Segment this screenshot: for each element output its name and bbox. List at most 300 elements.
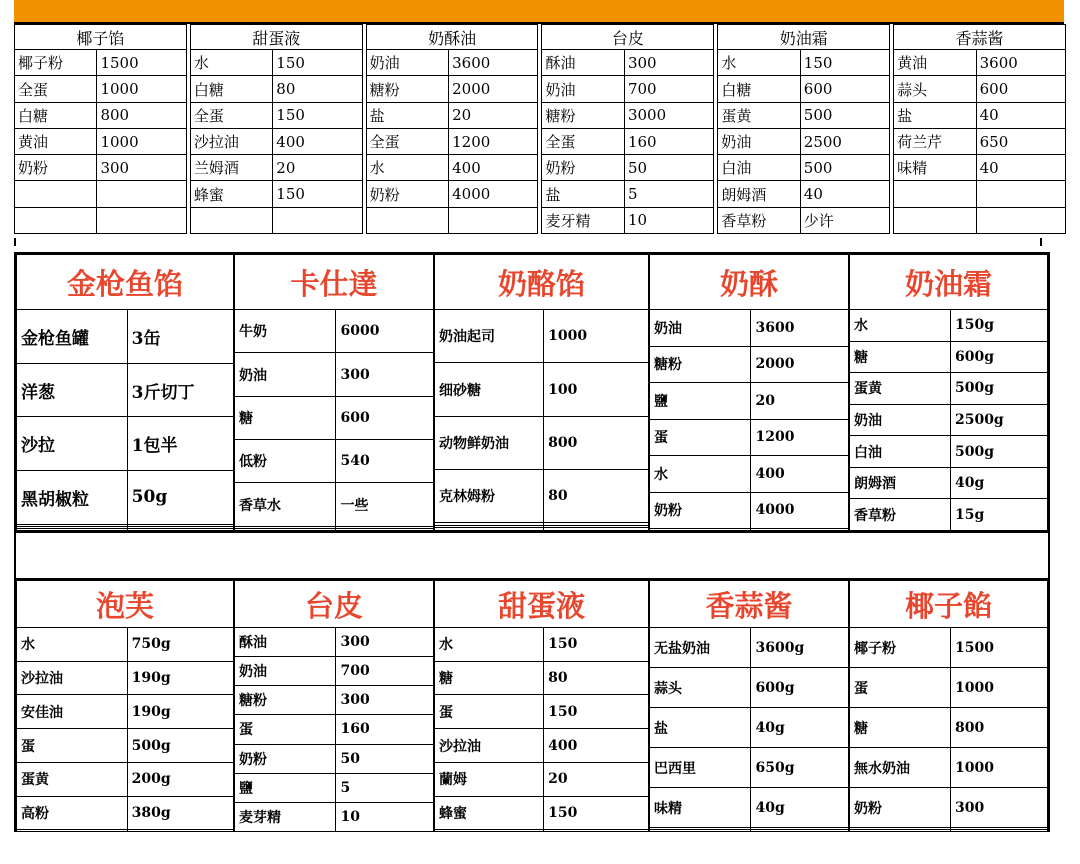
recipe-table bbox=[234, 254, 434, 531]
ingredient-amount: 1000 bbox=[544, 310, 649, 363]
recipe-table bbox=[190, 24, 363, 234]
table-row bbox=[542, 50, 714, 76]
table-row bbox=[850, 668, 1048, 708]
ingredient-name: 沙拉油 bbox=[17, 661, 128, 695]
recipe-title: 金枪鱼馅 bbox=[17, 255, 234, 310]
ingredient-name: 黄油 bbox=[15, 128, 97, 154]
table-row bbox=[435, 796, 649, 830]
ingredient-amount bbox=[97, 207, 186, 233]
ingredient-amount: 3000 bbox=[624, 102, 713, 128]
ingredient-amount: 300 bbox=[950, 788, 1047, 828]
table-row bbox=[15, 76, 187, 102]
table-row bbox=[435, 363, 649, 416]
ingredient-name: 蛋 bbox=[235, 715, 336, 744]
ingredient-amount: 150 bbox=[544, 628, 649, 662]
ingredient-name: 糖粉 bbox=[542, 102, 624, 128]
recipe-title: 奶酪馅 bbox=[435, 255, 649, 310]
ingredient-name: 金枪鱼罐 bbox=[17, 310, 128, 364]
ingredient-amount: 5 bbox=[624, 181, 713, 207]
table-row bbox=[650, 788, 849, 828]
ingredient-name: 水 bbox=[366, 155, 448, 181]
ingredient-name: 蛋 bbox=[850, 668, 951, 708]
recipe-table bbox=[849, 580, 1048, 832]
table-row bbox=[366, 128, 538, 154]
ingredient-name: 盐 bbox=[894, 102, 976, 128]
ingredient-name: 牛奶 bbox=[235, 310, 336, 353]
table-row bbox=[235, 396, 434, 439]
ingredient-name: 蜂蜜 bbox=[435, 796, 544, 830]
ingredient-name: 奶粉 bbox=[15, 155, 97, 181]
table-row bbox=[17, 762, 234, 796]
ingredient-name bbox=[190, 207, 272, 233]
table-row bbox=[435, 661, 649, 695]
ingredient-name: 黄油 bbox=[894, 50, 976, 76]
recipe-title: 香蒜酱 bbox=[650, 581, 849, 628]
ingredient-amount: 1000 bbox=[950, 668, 1047, 708]
ingredient-amount: 10 bbox=[336, 802, 434, 831]
ingredient-amount: 150 bbox=[544, 695, 649, 729]
orange-header-bar bbox=[14, 0, 1064, 24]
ingredient-amount: 3600g bbox=[751, 628, 849, 668]
table-row bbox=[17, 363, 234, 417]
ingredient-amount bbox=[976, 181, 1065, 207]
ingredient-name: 蒜头 bbox=[650, 668, 751, 708]
ingredient-amount: 1包半 bbox=[127, 417, 233, 471]
ingredient-name: 蛋黄 bbox=[718, 102, 800, 128]
ingredient-name: 奶油 bbox=[366, 50, 448, 76]
blank-separator-row bbox=[14, 531, 1050, 580]
ingredient-amount: 400 bbox=[544, 729, 649, 763]
ingredient-amount: 500g bbox=[950, 436, 1047, 468]
table-row bbox=[650, 346, 849, 383]
ingredient-amount: 150 bbox=[544, 796, 649, 830]
table-row bbox=[650, 748, 849, 788]
ingredient-name: 奶粉 bbox=[235, 744, 336, 773]
ingredient-name bbox=[894, 207, 976, 233]
ingredient-amount: 800 bbox=[544, 416, 649, 469]
ingredient-amount: 500 bbox=[800, 155, 889, 181]
ingredient-name: 糖 bbox=[850, 341, 951, 373]
table-row bbox=[15, 181, 187, 207]
recipe-table bbox=[234, 580, 434, 832]
ingredient-amount: 40g bbox=[751, 788, 849, 828]
ingredient-amount: 380g bbox=[127, 796, 233, 830]
ingredient-name: 克林姆粉 bbox=[435, 470, 544, 523]
recipe-title: 甜蛋液 bbox=[190, 25, 362, 50]
ingredient-amount: 300 bbox=[336, 686, 434, 715]
recipe-table bbox=[16, 580, 234, 832]
ingredient-amount: 300 bbox=[624, 50, 713, 76]
ingredient-name: 蘭姆 bbox=[435, 762, 544, 796]
ingredient-name: 鹽 bbox=[235, 773, 336, 802]
recipe-table bbox=[541, 24, 714, 234]
table-row bbox=[542, 181, 714, 207]
recipe-title: 奶酥 bbox=[650, 255, 849, 310]
table-row bbox=[435, 762, 649, 796]
ingredient-name: 奶油 bbox=[718, 128, 800, 154]
ingredient-amount: 少许 bbox=[800, 207, 889, 233]
table-row bbox=[190, 181, 362, 207]
table-row bbox=[650, 830, 849, 832]
table-row bbox=[17, 729, 234, 763]
table-row bbox=[650, 628, 849, 668]
ingredient-amount bbox=[97, 181, 186, 207]
ingredient-name bbox=[894, 181, 976, 207]
table-row bbox=[15, 50, 187, 76]
ingredient-name: 香草粉 bbox=[718, 207, 800, 233]
ingredient-name: 酥油 bbox=[235, 628, 336, 657]
table-row bbox=[235, 657, 434, 686]
table-row bbox=[190, 50, 362, 76]
middle-recipe-sheet bbox=[14, 252, 1050, 533]
table-row bbox=[190, 128, 362, 154]
ingredient-amount: 40g bbox=[950, 467, 1047, 499]
ingredient-name: 奶油 bbox=[235, 657, 336, 686]
ingredient-name: 水 bbox=[190, 50, 272, 76]
table-row bbox=[17, 830, 234, 832]
ingredient-name: 蜂蜜 bbox=[190, 181, 272, 207]
ingredient-amount: 300 bbox=[336, 628, 434, 657]
ingredient-amount: 540 bbox=[336, 440, 434, 483]
ingredient-amount: 600 bbox=[976, 76, 1065, 102]
ingredient-name: 味精 bbox=[650, 788, 751, 828]
ingredient-amount: 400 bbox=[273, 128, 362, 154]
table-row bbox=[718, 181, 890, 207]
tick-mark bbox=[1040, 238, 1042, 246]
ingredient-amount: 1500 bbox=[97, 50, 186, 76]
table-row bbox=[850, 499, 1048, 531]
ingredient-amount: 50 bbox=[336, 744, 434, 773]
ingredient-name: 糖 bbox=[850, 708, 951, 748]
table-row bbox=[190, 207, 362, 233]
table-row bbox=[650, 310, 849, 347]
ingredient-amount: 20 bbox=[273, 155, 362, 181]
ingredient-amount bbox=[449, 207, 538, 233]
ingredient-amount: 650g bbox=[751, 748, 849, 788]
ingredient-amount: 150 bbox=[273, 102, 362, 128]
table-row bbox=[718, 207, 890, 233]
ingredient-amount: 5 bbox=[336, 773, 434, 802]
ingredient-name: 水 bbox=[850, 310, 951, 342]
ingredient-name: 全蛋 bbox=[190, 102, 272, 128]
ingredient-name: 糖粉 bbox=[366, 76, 448, 102]
ingredient-amount bbox=[544, 830, 649, 832]
ingredient-name: 动物鲜奶油 bbox=[435, 416, 544, 469]
table-row bbox=[542, 155, 714, 181]
ingredient-amount: 300 bbox=[336, 353, 434, 396]
table-row bbox=[894, 181, 1066, 207]
ingredient-name: 奶粉 bbox=[650, 492, 751, 529]
table-row bbox=[435, 830, 649, 832]
table-row bbox=[366, 50, 538, 76]
ingredient-name: 盐 bbox=[366, 102, 448, 128]
table-row bbox=[650, 708, 849, 748]
table-row bbox=[850, 830, 1048, 832]
ingredient-name: 酥油 bbox=[542, 50, 624, 76]
ingredient-name: 安佳油 bbox=[17, 695, 128, 729]
table-row bbox=[894, 76, 1066, 102]
ingredient-amount: 1200 bbox=[751, 419, 849, 456]
ingredient-amount: 300 bbox=[97, 155, 186, 181]
table-row bbox=[650, 668, 849, 708]
ingredient-name: 蛋 bbox=[17, 729, 128, 763]
ingredient-amount: 500g bbox=[950, 373, 1047, 405]
ingredient-amount bbox=[976, 207, 1065, 233]
ingredient-amount: 20 bbox=[449, 102, 538, 128]
ingredient-name: 水 bbox=[718, 50, 800, 76]
table-row bbox=[718, 76, 890, 102]
recipe-title: 卡仕達 bbox=[235, 255, 434, 310]
ingredient-amount: 150g bbox=[950, 310, 1047, 342]
ingredient-name: 沙拉 bbox=[17, 417, 128, 471]
recipe-title: 香蒜酱 bbox=[894, 25, 1066, 50]
ingredient-amount: 4000 bbox=[751, 492, 849, 529]
ingredient-name: 全蛋 bbox=[366, 128, 448, 154]
ingredient-name: 全蛋 bbox=[542, 128, 624, 154]
ingredient-amount: 650 bbox=[976, 128, 1065, 154]
ingredient-name: 蛋 bbox=[435, 695, 544, 729]
ingredient-name bbox=[650, 830, 751, 832]
ingredient-amount: 3斤切丁 bbox=[127, 363, 233, 417]
ingredient-amount: 4000 bbox=[449, 181, 538, 207]
ingredient-name: 糖 bbox=[435, 661, 544, 695]
table-row bbox=[850, 373, 1048, 405]
table-row bbox=[850, 628, 1048, 668]
table-row bbox=[718, 50, 890, 76]
recipe-table bbox=[16, 254, 234, 531]
ingredient-name: 朗姆酒 bbox=[718, 181, 800, 207]
ingredient-amount: 2000 bbox=[751, 346, 849, 383]
ingredient-amount: 800 bbox=[97, 102, 186, 128]
ingredient-amount: 80 bbox=[273, 76, 362, 102]
table-row bbox=[15, 155, 187, 181]
ingredient-amount: 50 bbox=[624, 155, 713, 181]
table-row bbox=[650, 383, 849, 420]
recipe-title: 奶油霜 bbox=[718, 25, 890, 50]
table-row bbox=[718, 155, 890, 181]
recipe-table bbox=[366, 24, 539, 234]
table-row bbox=[894, 102, 1066, 128]
ingredient-amount: 3600 bbox=[976, 50, 1065, 76]
ingredient-amount: 40 bbox=[976, 102, 1065, 128]
ingredient-name: 白油 bbox=[850, 436, 951, 468]
table-row bbox=[15, 102, 187, 128]
top-recipe-sheet bbox=[14, 24, 1066, 239]
ingredient-amount: 150 bbox=[273, 181, 362, 207]
table-row bbox=[366, 207, 538, 233]
table-row bbox=[17, 661, 234, 695]
table-row bbox=[850, 404, 1048, 436]
ingredient-name: 奶油 bbox=[542, 76, 624, 102]
table-row bbox=[17, 417, 234, 471]
table-row bbox=[650, 456, 849, 493]
recipe-title: 椰子馅 bbox=[15, 25, 187, 50]
table-row bbox=[235, 715, 434, 744]
ingredient-amount: 190g bbox=[127, 661, 233, 695]
recipe-table bbox=[434, 580, 649, 832]
recipe-table bbox=[649, 580, 849, 832]
table-row bbox=[850, 748, 1048, 788]
table-row bbox=[435, 310, 649, 363]
table-row bbox=[190, 155, 362, 181]
table-row bbox=[190, 76, 362, 102]
ingredient-amount: 40 bbox=[800, 181, 889, 207]
table-row bbox=[435, 470, 649, 523]
recipe-table bbox=[14, 24, 187, 234]
ingredient-amount: 600g bbox=[751, 668, 849, 708]
table-row bbox=[366, 181, 538, 207]
table-row bbox=[235, 686, 434, 715]
ingredient-amount: 3缶 bbox=[127, 310, 233, 364]
ingredient-name: 麦牙精 bbox=[542, 207, 624, 233]
ingredient-name bbox=[366, 207, 448, 233]
ingredient-name: 味精 bbox=[894, 155, 976, 181]
table-row bbox=[435, 729, 649, 763]
recipe-title: 奶酥油 bbox=[366, 25, 538, 50]
ingredient-name: 奶油 bbox=[850, 404, 951, 436]
ingredient-amount: 1200 bbox=[449, 128, 538, 154]
ingredient-name bbox=[17, 830, 128, 832]
ingredient-name: 椰子粉 bbox=[850, 628, 951, 668]
table-row bbox=[235, 353, 434, 396]
ingredient-amount: 100 bbox=[544, 363, 649, 416]
ingredient-amount: 2000 bbox=[449, 76, 538, 102]
ingredient-name: 奶粉 bbox=[542, 155, 624, 181]
table-row bbox=[366, 155, 538, 181]
recipe-table bbox=[893, 24, 1066, 234]
table-row bbox=[17, 796, 234, 830]
ingredient-name: 香草粉 bbox=[850, 499, 951, 531]
table-row bbox=[894, 50, 1066, 76]
ingredient-amount: 160 bbox=[624, 128, 713, 154]
ingredient-amount: 190g bbox=[127, 695, 233, 729]
ingredient-amount: 600 bbox=[800, 76, 889, 102]
ingredient-name: 全蛋 bbox=[15, 76, 97, 102]
recipe-table bbox=[649, 254, 849, 531]
recipe-title: 台皮 bbox=[235, 581, 434, 628]
ingredient-name: 水 bbox=[435, 628, 544, 662]
table-row bbox=[366, 102, 538, 128]
ingredient-amount: 400 bbox=[449, 155, 538, 181]
table-row bbox=[235, 440, 434, 483]
ingredient-name: 蒜头 bbox=[894, 76, 976, 102]
ingredient-name: 無水奶油 bbox=[850, 748, 951, 788]
table-row bbox=[235, 802, 434, 831]
recipe-title: 奶油霜 bbox=[850, 255, 1048, 310]
table-row bbox=[435, 695, 649, 729]
ingredient-amount: 1500 bbox=[950, 628, 1047, 668]
ingredient-amount: 80 bbox=[544, 661, 649, 695]
ingredient-amount: 一些 bbox=[336, 483, 434, 526]
ingredient-name: 奶油 bbox=[650, 310, 751, 347]
table-row bbox=[17, 471, 234, 525]
ingredient-amount: 700 bbox=[336, 657, 434, 686]
table-row bbox=[650, 419, 849, 456]
ingredient-name: 白油 bbox=[718, 155, 800, 181]
table-row bbox=[15, 128, 187, 154]
ingredient-name: 奶粉 bbox=[850, 788, 951, 828]
ingredient-amount: 700 bbox=[624, 76, 713, 102]
ingredient-amount: 400 bbox=[751, 456, 849, 493]
table-row bbox=[15, 207, 187, 233]
recipe-title: 泡芙 bbox=[17, 581, 234, 628]
ingredient-amount: 10 bbox=[624, 207, 713, 233]
table-row bbox=[850, 436, 1048, 468]
tick-mark bbox=[14, 238, 16, 246]
table-row bbox=[17, 628, 234, 662]
ingredient-name: 麦芽精 bbox=[235, 802, 336, 831]
ingredient-amount: 6000 bbox=[336, 310, 434, 353]
ingredient-name: 水 bbox=[650, 456, 751, 493]
ingredient-name: 兰姆酒 bbox=[190, 155, 272, 181]
ingredient-name: 盐 bbox=[542, 181, 624, 207]
ingredient-name: 水 bbox=[17, 628, 128, 662]
table-row bbox=[190, 102, 362, 128]
ingredient-name: 糖 bbox=[235, 396, 336, 439]
recipe-title: 椰子餡 bbox=[850, 581, 1048, 628]
ingredient-amount: 1000 bbox=[950, 748, 1047, 788]
ingredient-name: 椰子粉 bbox=[15, 50, 97, 76]
table-row bbox=[894, 207, 1066, 233]
ingredient-amount bbox=[127, 830, 233, 832]
ingredient-amount: 150 bbox=[273, 50, 362, 76]
table-row bbox=[542, 102, 714, 128]
ingredient-amount: 800 bbox=[950, 708, 1047, 748]
table-row bbox=[542, 207, 714, 233]
ingredient-amount bbox=[273, 207, 362, 233]
table-row bbox=[850, 467, 1048, 499]
ingredient-name: 白糖 bbox=[718, 76, 800, 102]
table-row bbox=[718, 102, 890, 128]
ingredient-name: 巴西里 bbox=[650, 748, 751, 788]
ingredient-amount: 600g bbox=[950, 341, 1047, 373]
ingredient-name: 奶油 bbox=[235, 353, 336, 396]
table-row bbox=[435, 628, 649, 662]
recipe-table bbox=[849, 254, 1048, 531]
ingredient-amount: 2500 bbox=[800, 128, 889, 154]
ingredient-name bbox=[435, 830, 544, 832]
ingredient-name: 低粉 bbox=[235, 440, 336, 483]
table-row bbox=[542, 76, 714, 102]
recipe-table bbox=[717, 24, 890, 234]
table-row bbox=[435, 416, 649, 469]
ingredient-name: 黑胡椒粒 bbox=[17, 471, 128, 525]
ingredient-name: 蛋黄 bbox=[17, 762, 128, 796]
table-row bbox=[850, 788, 1048, 828]
ingredient-amount: 1000 bbox=[97, 128, 186, 154]
recipe-table bbox=[434, 254, 649, 531]
ingredient-name bbox=[15, 181, 97, 207]
ingredient-amount: 15g bbox=[950, 499, 1047, 531]
ingredient-amount: 2500g bbox=[950, 404, 1047, 436]
ingredient-amount: 150 bbox=[800, 50, 889, 76]
ingredient-amount: 40 bbox=[976, 155, 1065, 181]
ingredient-name: 糖粉 bbox=[235, 686, 336, 715]
ingredient-amount: 1000 bbox=[97, 76, 186, 102]
ingredient-name: 鹽 bbox=[650, 383, 751, 420]
table-row bbox=[235, 628, 434, 657]
table-row bbox=[718, 128, 890, 154]
table-row bbox=[17, 310, 234, 364]
bottom-recipe-sheet bbox=[14, 578, 1050, 832]
ingredient-name bbox=[850, 830, 951, 832]
ingredient-name: 沙拉油 bbox=[190, 128, 272, 154]
recipe-title: 台皮 bbox=[542, 25, 714, 50]
ingredient-name: 糖粉 bbox=[650, 346, 751, 383]
table-row bbox=[650, 492, 849, 529]
ingredient-name: 盐 bbox=[650, 708, 751, 748]
table-row bbox=[235, 744, 434, 773]
